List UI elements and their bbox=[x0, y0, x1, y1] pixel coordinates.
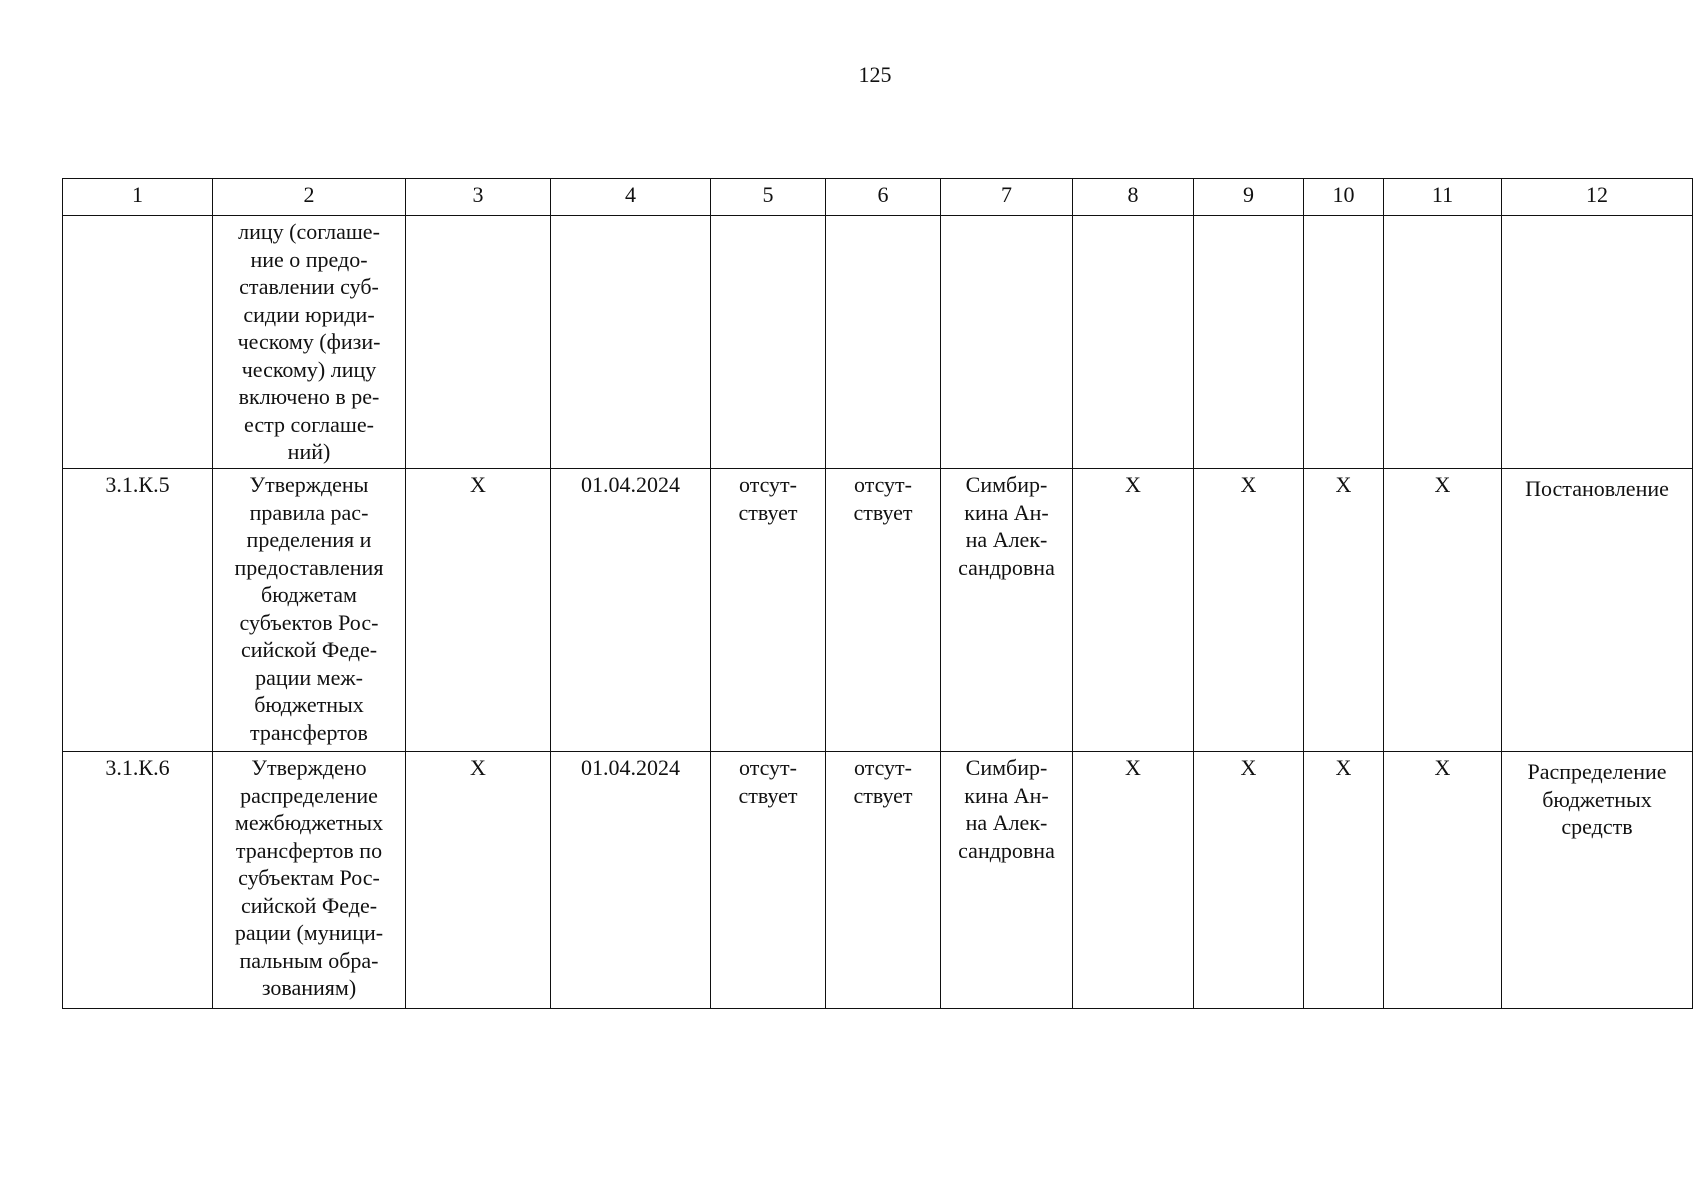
cell-col10 bbox=[1304, 216, 1384, 469]
table-row bbox=[63, 469, 1693, 752]
column-header-6: 6 bbox=[826, 179, 941, 216]
cell-date: 01.04.2024 bbox=[551, 469, 711, 752]
cell-number: 3.1.К.6 bbox=[63, 752, 213, 1009]
cell-col8 bbox=[1073, 216, 1194, 469]
data-table bbox=[62, 178, 1693, 1009]
cell-col9 bbox=[1194, 216, 1304, 469]
column-header-11: 11 bbox=[1384, 179, 1502, 216]
column-header-1: 1 bbox=[63, 179, 213, 216]
cell-date: 01.04.2024 bbox=[551, 752, 711, 1009]
cell-description: Утверждено распределение межбюджетных трансфертов по субъектам Рос- сийской Феде- рации (муници- пальным обра- зованиям) bbox=[213, 752, 406, 1009]
column-header-4: 4 bbox=[551, 179, 711, 216]
cell-document: Распределение бюджетных средств bbox=[1502, 752, 1693, 1009]
cell-responsible: Симбир- кина Ан- на Алек- сандровна bbox=[941, 752, 1073, 1009]
cell-col6 bbox=[826, 216, 941, 469]
cell-col3: X bbox=[406, 752, 551, 1009]
column-header-9: 9 bbox=[1194, 179, 1304, 216]
page-number: 125 bbox=[858, 62, 892, 87]
cell-col5: отсут- ствует bbox=[711, 752, 826, 1009]
cell-col11: X bbox=[1384, 752, 1502, 1009]
cell-col11: X bbox=[1384, 469, 1502, 752]
cell-col5: отсут- ствует bbox=[711, 469, 826, 752]
cell-date bbox=[551, 216, 711, 469]
table-row bbox=[63, 216, 1693, 469]
cell-col11 bbox=[1384, 216, 1502, 469]
column-header-12: 12 bbox=[1502, 179, 1693, 216]
cell-col6: отсут- ствует bbox=[826, 752, 941, 1009]
cell-col8: X bbox=[1073, 752, 1194, 1009]
cell-col3 bbox=[406, 216, 551, 469]
cell-col8: X bbox=[1073, 469, 1194, 752]
table-row bbox=[63, 752, 1693, 1009]
cell-col9: X bbox=[1194, 752, 1304, 1009]
cell-description: Утверждены правила рас- пределения и предоставления бюджетам субъектов Рос- сийской Феде- рации меж- бюджетных трансфертов bbox=[213, 469, 406, 752]
cell-col10: X bbox=[1304, 469, 1384, 752]
cell-number: 3.1.К.5 bbox=[63, 469, 213, 752]
cell-responsible: Симбир- кина Ан- на Алек- сандровна bbox=[941, 469, 1073, 752]
cell-document: Постановление bbox=[1502, 469, 1693, 752]
cell-col3: X bbox=[406, 469, 551, 752]
cell-col6: отсут- ствует bbox=[826, 469, 941, 752]
column-header-2: 2 bbox=[213, 179, 406, 216]
table-header-row bbox=[63, 179, 1693, 216]
column-header-8: 8 bbox=[1073, 179, 1194, 216]
cell-col5 bbox=[711, 216, 826, 469]
cell-document bbox=[1502, 216, 1693, 469]
column-header-5: 5 bbox=[711, 179, 826, 216]
cell-col9: X bbox=[1194, 469, 1304, 752]
cell-col10: X bbox=[1304, 752, 1384, 1009]
cell-number bbox=[63, 216, 213, 469]
cell-responsible bbox=[941, 216, 1073, 469]
column-header-10: 10 bbox=[1304, 179, 1384, 216]
column-header-3: 3 bbox=[406, 179, 551, 216]
cell-description: лицу (соглаше- ние о предо- ставлении суб- сидии юриди- ческому (физи- ческому) лицу включено в ре- естр соглаше- ний) bbox=[213, 216, 406, 469]
column-header-7: 7 bbox=[941, 179, 1073, 216]
